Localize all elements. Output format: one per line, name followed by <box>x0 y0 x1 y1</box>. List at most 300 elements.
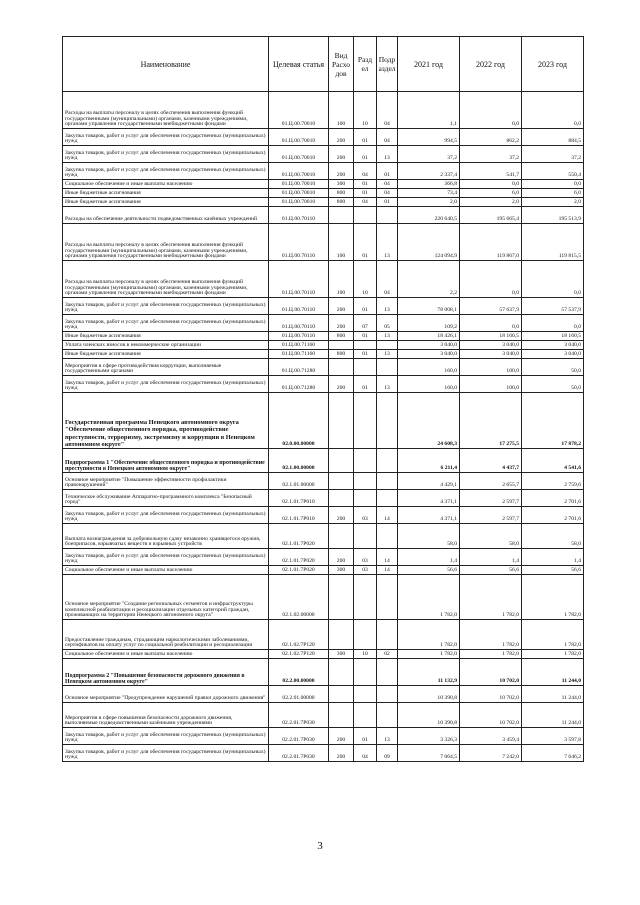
row-expense-type: 800 <box>329 198 354 207</box>
row-amount-2021: 7 064,5 <box>398 745 460 762</box>
row-name: Подпрограмма 1 "Обеспечение общественного порядка и противодействие преступности в Ненецком автономном округе" <box>63 449 269 473</box>
row-name: Закупка товаров, работ и услуг для обеспечения государственных (муниципальных) нужд <box>63 298 269 315</box>
row-amount-2022: 100,0 <box>460 376 522 393</box>
table-row <box>63 92 584 129</box>
row-amount-2023: 0,0 <box>522 92 584 129</box>
row-amount-2022: 2 597,7 <box>460 507 522 524</box>
row-amount-2021: 58,0 <box>398 524 460 549</box>
row-amount-2023: 550,4 <box>522 163 584 180</box>
row-target-article: 02.1.01.7Р020 <box>269 566 329 575</box>
row-target-article: 01.Ц.00.70010 <box>269 180 329 189</box>
row-amount-2021: 1 782,0 <box>398 620 460 650</box>
row-amount-2021: 10 390,8 <box>398 686 460 703</box>
row-section <box>354 659 377 686</box>
row-section: 01 <box>354 350 377 359</box>
row-target-article: 01.Ц.00.71160 <box>269 350 329 359</box>
table-row <box>63 298 584 315</box>
row-target-article: 01.Ц.00.70010 <box>269 129 329 146</box>
row-section: 01 <box>354 332 377 341</box>
row-amount-2023: 2 701,6 <box>522 490 584 507</box>
row-amount-2023: 17 878,2 <box>522 393 584 449</box>
row-subsection: 13 <box>377 728 398 745</box>
row-expense-type: 200 <box>329 298 354 315</box>
row-expense-type: 800 <box>329 350 354 359</box>
row-amount-2023: 195 513,9 <box>522 207 584 224</box>
row-amount-2022: 119 867,0 <box>460 224 522 261</box>
table-row <box>63 332 584 341</box>
row-target-article: 02.1.01.7Р010 <box>269 490 329 507</box>
table-row <box>63 341 584 350</box>
row-amount-2021: 1 782,0 <box>398 650 460 659</box>
row-subsection <box>377 575 398 620</box>
row-section: 01 <box>354 189 377 198</box>
row-subsection: 04 <box>377 189 398 198</box>
row-target-article: 02.2.01.7Р030 <box>269 745 329 762</box>
row-amount-2022: 4 437,7 <box>460 449 522 473</box>
row-name: Выплата вознаграждения за добровольную сдачу незаконно хранящегося оружия, боеприпасов, взрывчатых веществ и взрывных устройств <box>63 524 269 549</box>
row-amount-2021: 56,6 <box>398 566 460 575</box>
row-expense-type: 200 <box>329 728 354 745</box>
row-amount-2022: 2 655,7 <box>460 473 522 490</box>
row-amount-2021: 1,4 <box>398 549 460 566</box>
row-section: 10 <box>354 92 377 129</box>
row-amount-2021: 6 211,4 <box>398 449 460 473</box>
row-name: Иные бюджетные ассигнования <box>63 332 269 341</box>
row-expense-type <box>329 575 354 620</box>
table-row <box>63 575 584 620</box>
header-subsection: Подр аздел <box>377 37 398 92</box>
row-amount-2023: 37,2 <box>522 146 584 163</box>
row-subsection <box>377 686 398 703</box>
row-amount-2022: 0,0 <box>460 92 522 129</box>
row-section <box>354 473 377 490</box>
row-amount-2022: 37,2 <box>460 146 522 163</box>
table-row <box>63 198 584 207</box>
row-expense-type <box>329 703 354 728</box>
row-amount-2022: 0,0 <box>460 261 522 298</box>
row-amount-2022: 1 782,0 <box>460 620 522 650</box>
row-target-article: 02.1.02.7Р120 <box>269 620 329 650</box>
row-expense-type: 800 <box>329 332 354 341</box>
table-row <box>63 473 584 490</box>
row-subsection: 13 <box>377 376 398 393</box>
row-expense-type: 800 <box>329 189 354 198</box>
row-name: Закупка товаров, работ и услуг для обеспечения государственных (муниципальных) нужд <box>63 507 269 524</box>
row-name: Иные бюджетные ассигнования <box>63 198 269 207</box>
row-section <box>354 490 377 507</box>
table-row <box>63 207 584 224</box>
row-amount-2021: 2,0 <box>398 198 460 207</box>
row-subsection: 01 <box>377 198 398 207</box>
row-name: Расходы на выплаты персоналу в целях обеспечения выполнения функций государственными (муниципальными) органами, казенными учреждениями, органами управления государственными внебюджетными фондами <box>63 261 269 298</box>
row-section: 04 <box>354 745 377 762</box>
table-row <box>63 507 584 524</box>
table-row <box>63 315 584 332</box>
row-amount-2023: 2 759,6 <box>522 473 584 490</box>
table-row <box>63 745 584 762</box>
row-amount-2021: 10 390,8 <box>398 703 460 728</box>
row-target-article: 01.Ц.00.70010 <box>269 198 329 207</box>
table-row <box>63 650 584 659</box>
header-name: Наименование <box>63 37 269 92</box>
row-section <box>354 393 377 449</box>
row-section: 07 <box>354 315 377 332</box>
row-subsection <box>377 359 398 376</box>
row-amount-2022: 0,0 <box>460 315 522 332</box>
row-amount-2021: 994,5 <box>398 129 460 146</box>
table-row <box>63 566 584 575</box>
row-name: Основное мероприятие "Повышение эффективности профилактики правонарушений" <box>63 473 269 490</box>
table-row <box>63 376 584 393</box>
table-row <box>63 449 584 473</box>
row-amount-2021: 3 040,0 <box>398 350 460 359</box>
row-amount-2022: 3 040,0 <box>460 350 522 359</box>
table-row <box>63 549 584 566</box>
row-name: Закупка товаров, работ и услуг для обеспечения государственных (муниципальных) нужд <box>63 549 269 566</box>
row-amount-2022: 1 782,0 <box>460 575 522 620</box>
row-name: Государственная программа Ненецкого автономного округа "Обеспечение общественного порядка, противодействие преступности, терроризму, экстремизму и коррупции в Ненецком автономном округе" <box>63 393 269 449</box>
row-section <box>354 620 377 650</box>
row-amount-2022: 2 597,7 <box>460 490 522 507</box>
row-name: Расходы на обеспечение деятельности подведомственных казённых учреждений <box>63 207 269 224</box>
row-expense-type <box>329 473 354 490</box>
row-section: 03 <box>354 566 377 575</box>
row-amount-2023: 58,0 <box>522 524 584 549</box>
row-subsection: 01 <box>377 163 398 180</box>
row-amount-2021: 73,4 <box>398 189 460 198</box>
row-target-article: 02.1.01.7Р010 <box>269 507 329 524</box>
row-amount-2021: 2,2 <box>398 261 460 298</box>
row-target-article: 02.1.02.00000 <box>269 575 329 620</box>
row-amount-2021: 160,0 <box>398 359 460 376</box>
row-subsection <box>377 659 398 686</box>
row-name: Предоставление гражданам, страдающим наркологическими заболеваниями, сертификатов на оплату услуг по социальной реабилитации и ресоциализации <box>63 620 269 650</box>
row-subsection <box>377 703 398 728</box>
row-amount-2023: 2 701,6 <box>522 507 584 524</box>
row-subsection: 13 <box>377 350 398 359</box>
row-amount-2023: 11 244,0 <box>522 686 584 703</box>
row-expense-type: 100 <box>329 224 354 261</box>
row-section: 01 <box>354 180 377 189</box>
row-section: 01 <box>354 728 377 745</box>
row-amount-2022: 862,2 <box>460 129 522 146</box>
row-target-article: 02.1.00.00000 <box>269 449 329 473</box>
row-expense-type <box>329 207 354 224</box>
row-amount-2023: 11 244,0 <box>522 703 584 728</box>
row-subsection <box>377 393 398 449</box>
table-row <box>63 359 584 376</box>
row-name: Мероприятия в сфере повышения безопасности дорожного движения, выполняемые подведомственными казёнными учреждениями <box>63 703 269 728</box>
table-row <box>63 224 584 261</box>
row-amount-2022: 3 040,0 <box>460 341 522 350</box>
row-amount-2022: 1 782,0 <box>460 650 522 659</box>
row-subsection <box>377 473 398 490</box>
row-amount-2021: 1 782,0 <box>398 575 460 620</box>
row-name: Закупка товаров, работ и услуг для обеспечения государственных (муниципальных) нужд <box>63 376 269 393</box>
table-row <box>63 180 584 189</box>
table-row <box>63 686 584 703</box>
table-row <box>63 163 584 180</box>
row-name: Мероприятия в сфере противодействия коррупции, выполняемые государственными органами <box>63 359 269 376</box>
header-expense-type: Вид Расхо дов <box>329 37 354 92</box>
row-amount-2022: 58,0 <box>460 524 522 549</box>
row-amount-2021: 220 640,5 <box>398 207 460 224</box>
row-expense-type: 100 <box>329 92 354 129</box>
row-section: 04 <box>354 163 377 180</box>
row-expense-type: 200 <box>329 376 354 393</box>
row-target-article: 01.Ц.00.70110 <box>269 224 329 261</box>
row-section <box>354 524 377 549</box>
row-section: 04 <box>354 198 377 207</box>
row-target-article: 01.Ц.00.70110 <box>269 261 329 298</box>
row-subsection: 05 <box>377 315 398 332</box>
row-target-article: 02.1.01.00000 <box>269 473 329 490</box>
row-name: Закупка товаров, работ и услуг для обеспечения государственных (муниципальных) нужд <box>63 745 269 762</box>
row-expense-type: 200 <box>329 507 354 524</box>
table-row <box>63 350 584 359</box>
row-expense-type: 200 <box>329 146 354 163</box>
row-subsection: 14 <box>377 549 398 566</box>
row-name: Закупка товаров, работ и услуг для обеспечения государственных (муниципальных) нужд <box>63 146 269 163</box>
row-target-article: 02.1.01.7Р020 <box>269 549 329 566</box>
row-amount-2021: 3 040,0 <box>398 341 460 350</box>
row-target-article: 01.Ц.00.71280 <box>269 376 329 393</box>
row-target-article: 02.0.00.00000 <box>269 393 329 449</box>
row-name: Социальное обеспечение и иные выплаты населению <box>63 566 269 575</box>
row-name: Социальное обеспечение и иные выплаты населению <box>63 650 269 659</box>
header-section: Разд ел <box>354 37 377 92</box>
row-amount-2022: 541,7 <box>460 163 522 180</box>
row-amount-2023: 4 541,6 <box>522 449 584 473</box>
row-amount-2023: 3 597,8 <box>522 728 584 745</box>
row-amount-2023: 6,0 <box>522 189 584 198</box>
row-amount-2022: 0,0 <box>460 180 522 189</box>
row-expense-type: 300 <box>329 180 354 189</box>
row-name: Подпрограмма 2 "Повышение безопасности дорожного движения в Ненецком автономном округе" <box>63 659 269 686</box>
row-amount-2023: 884,5 <box>522 129 584 146</box>
row-name: Закупка товаров, работ и услуг для обеспечения государственных (муниципальных) нужд <box>63 728 269 745</box>
row-name: Закупка товаров, работ и услуг для обеспечения государственных (муниципальных) нужд <box>63 315 269 332</box>
row-amount-2023: 7 646,2 <box>522 745 584 762</box>
header-year-2022: 2022 год <box>460 37 522 92</box>
table-row <box>63 703 584 728</box>
row-target-article: 02.2.00.00000 <box>269 659 329 686</box>
row-amount-2022: 6,0 <box>460 189 522 198</box>
row-expense-type: 200 <box>329 549 354 566</box>
row-expense-type: 200 <box>329 315 354 332</box>
row-expense-type: 300 <box>329 650 354 659</box>
row-amount-2023: 57 537,9 <box>522 298 584 315</box>
row-expense-type: 100 <box>329 261 354 298</box>
row-amount-2022: 17 275,5 <box>460 393 522 449</box>
row-name: Иные бюджетные ассигнования <box>63 350 269 359</box>
table-row <box>63 146 584 163</box>
table-row <box>63 189 584 198</box>
row-amount-2021: 109,2 <box>398 315 460 332</box>
row-amount-2023: 1 782,0 <box>522 575 584 620</box>
row-amount-2022: 56,6 <box>460 566 522 575</box>
table-body <box>63 92 584 762</box>
table-header-row <box>63 37 584 92</box>
row-subsection <box>377 490 398 507</box>
row-amount-2021: 18 426,1 <box>398 332 460 341</box>
row-subsection: 13 <box>377 332 398 341</box>
row-amount-2021: 1,1 <box>398 92 460 129</box>
row-amount-2023: 0,0 <box>522 315 584 332</box>
row-section <box>354 207 377 224</box>
budget-table <box>62 36 584 762</box>
row-amount-2021: 4 371,1 <box>398 507 460 524</box>
row-section <box>354 359 377 376</box>
row-section <box>354 341 377 350</box>
row-amount-2021: 24 608,3 <box>398 393 460 449</box>
row-section: 03 <box>354 507 377 524</box>
row-amount-2021: 366,8 <box>398 180 460 189</box>
row-target-article: 01.Ц.00.70110 <box>269 315 329 332</box>
row-amount-2022: 57 637,9 <box>460 298 522 315</box>
row-name: Расходы на выплаты персоналу в целях обеспечения выполнения функций государственными (муниципальными) органами, казенными учреждениями, органами управления государственными внебюджетными фондами <box>63 224 269 261</box>
row-name: Закупка товаров, работ и услуг для обеспечения государственных (муниципальных) нужд <box>63 163 269 180</box>
table-row <box>63 659 584 686</box>
row-subsection: 02 <box>377 650 398 659</box>
row-target-article: 02.2.01.00000 <box>269 686 329 703</box>
row-section: 01 <box>354 146 377 163</box>
row-expense-type: 300 <box>329 566 354 575</box>
row-target-article: 01.Ц.00.70110 <box>269 298 329 315</box>
row-amount-2023: 0,0 <box>522 261 584 298</box>
row-subsection: 14 <box>377 566 398 575</box>
row-amount-2023: 0,0 <box>522 180 584 189</box>
row-amount-2023: 11 244,0 <box>522 659 584 686</box>
row-amount-2023: 3 040,0 <box>522 341 584 350</box>
row-name: Уплата членских взносов в некоммерческие организации <box>63 341 269 350</box>
row-amount-2022: 2,0 <box>460 198 522 207</box>
row-target-article: 01.Ц.00.70110 <box>269 332 329 341</box>
row-amount-2023: 18 160,5 <box>522 332 584 341</box>
row-target-article: 01.Ц.00.70010 <box>269 92 329 129</box>
header-year-2021: 2021 год <box>398 37 460 92</box>
row-subsection: 14 <box>377 507 398 524</box>
row-subsection <box>377 524 398 549</box>
row-target-article: 01.Ц.00.71280 <box>269 359 329 376</box>
row-target-article: 02.2.01.7Р030 <box>269 703 329 728</box>
row-target-article: 02.1.02.7Р120 <box>269 650 329 659</box>
row-section <box>354 686 377 703</box>
row-amount-2023: 1 782,0 <box>522 620 584 650</box>
row-amount-2022: 3 459,4 <box>460 728 522 745</box>
row-expense-type <box>329 659 354 686</box>
row-expense-type <box>329 686 354 703</box>
row-amount-2023: 50,0 <box>522 359 584 376</box>
row-subsection: 09 <box>377 745 398 762</box>
row-name: Расходы на выплаты персоналу в целях обеспечения выполнения функций государственными (муниципальными) органами, казенными учреждениями, органами управления государственными внебюджетными фондами <box>63 92 269 129</box>
row-expense-type <box>329 449 354 473</box>
row-amount-2021: 3 326,3 <box>398 728 460 745</box>
row-name: Основное мероприятие "Предупреждение нарушений правил дорожного движения" <box>63 686 269 703</box>
row-section <box>354 449 377 473</box>
table-row <box>63 490 584 507</box>
row-amount-2021: 78 008,1 <box>398 298 460 315</box>
row-target-article: 02.2.01.7Р030 <box>269 728 329 745</box>
row-amount-2023: 2,0 <box>522 198 584 207</box>
row-expense-type: 200 <box>329 745 354 762</box>
table-row <box>63 261 584 298</box>
row-name: Социальное обеспечение и иные выплаты населению <box>63 180 269 189</box>
row-target-article: 01.Ц.00.70010 <box>269 189 329 198</box>
row-amount-2022: 7 242,0 <box>460 745 522 762</box>
row-amount-2022: 10 702,0 <box>460 659 522 686</box>
row-target-article: 01.Ц.00.70110 <box>269 207 329 224</box>
row-amount-2023: 50,0 <box>522 376 584 393</box>
header-year-2023: 2023 год <box>522 37 584 92</box>
row-amount-2023: 56,6 <box>522 566 584 575</box>
row-expense-type <box>329 620 354 650</box>
row-section: 01 <box>354 298 377 315</box>
row-name: Закупка товаров, работ и услуг для обеспечения государственных (муниципальных) нужд <box>63 129 269 146</box>
row-amount-2022: 1,4 <box>460 549 522 566</box>
row-section: 01 <box>354 376 377 393</box>
header-target-article: Целевая статья <box>269 37 329 92</box>
row-section: 10 <box>354 650 377 659</box>
table-row <box>63 393 584 449</box>
table-row <box>63 129 584 146</box>
row-subsection <box>377 620 398 650</box>
row-subsection: 04 <box>377 180 398 189</box>
row-subsection: 04 <box>377 261 398 298</box>
table-row <box>63 524 584 549</box>
row-amount-2022: 10 702,0 <box>460 686 522 703</box>
row-amount-2022: 10 702,0 <box>460 703 522 728</box>
row-amount-2021: 2 337,4 <box>398 163 460 180</box>
row-amount-2022: 195 665,4 <box>460 207 522 224</box>
row-amount-2023: 119 815,5 <box>522 224 584 261</box>
row-subsection: 13 <box>377 298 398 315</box>
row-name: Иные бюджетные ассигнования <box>63 189 269 198</box>
row-amount-2021: 11 132,9 <box>398 659 460 686</box>
row-expense-type <box>329 524 354 549</box>
row-name: Основное мероприятие "Создание региональных сегментов и инфраструктуры комплексной реабилитации и ресоциализации отдельных категорий граждан, проживающих на территории Ненецкого автономного округа" <box>63 575 269 620</box>
row-target-article: 02.1.01.7Р020 <box>269 524 329 549</box>
row-expense-type <box>329 341 354 350</box>
row-target-article: 01.Ц.00.70010 <box>269 146 329 163</box>
row-expense-type: 200 <box>329 129 354 146</box>
row-subsection: 13 <box>377 146 398 163</box>
row-amount-2021: 4 371,1 <box>398 490 460 507</box>
row-amount-2022: 100,0 <box>460 359 522 376</box>
row-expense-type: 200 <box>329 163 354 180</box>
row-amount-2021: 160,0 <box>398 376 460 393</box>
table-row <box>63 620 584 650</box>
row-subsection <box>377 341 398 350</box>
row-target-article: 01.Ц.00.70010 <box>269 163 329 180</box>
row-expense-type <box>329 393 354 449</box>
row-target-article: 01.Ц.00.71160 <box>269 341 329 350</box>
row-section <box>354 575 377 620</box>
row-section: 03 <box>354 549 377 566</box>
row-amount-2023: 1 782,0 <box>522 650 584 659</box>
row-section: 01 <box>354 129 377 146</box>
row-expense-type <box>329 359 354 376</box>
row-name: Техническое обслуживание Аппаратно-программного комплекса "Безопасный город" <box>63 490 269 507</box>
row-section <box>354 703 377 728</box>
row-subsection <box>377 207 398 224</box>
row-amount-2021: 37,2 <box>398 146 460 163</box>
budget-page <box>62 36 583 762</box>
row-amount-2023: 1,4 <box>522 549 584 566</box>
row-subsection: 04 <box>377 92 398 129</box>
row-section: 01 <box>354 224 377 261</box>
page-number: 3 <box>317 840 323 852</box>
